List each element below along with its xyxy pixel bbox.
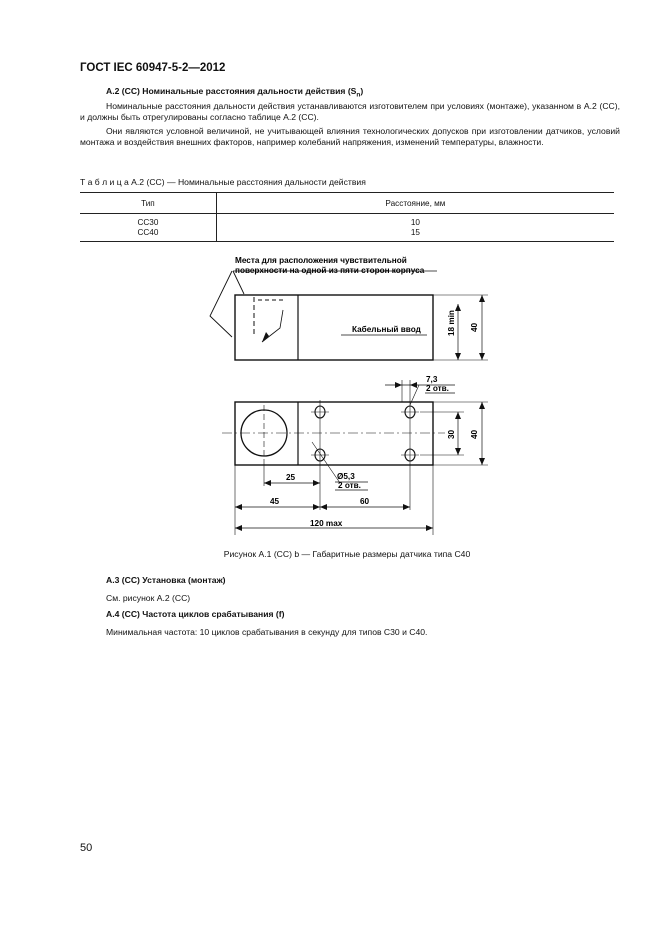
dim-diameter-holes-label: 2 отв. [338,481,361,490]
table-cell-distances: 10 15 [216,214,614,242]
dim-120max-label: 120 max [310,519,343,528]
note-leader-left [210,271,232,337]
table-header-distance: Расстояние, мм [216,193,614,214]
table-header-type: Тип [80,193,216,214]
sensing-note-line1: Места для расположения чувствительной [235,256,407,265]
dim-25-label: 25 [286,473,296,482]
section-a2-paragraph-2: Они являются условной величиной, не учитывающей влияния технологических допусков при изготовлении датчиков, условий монтажа и воздействия внешних факторов, например колебаний напряжения, изменений температуры, влажности. [80,126,620,148]
section-a4-text: Минимальная частота: 10 циклов срабатывания в секунду для типов С30 и С40. [106,627,428,637]
dim-diameter-label: Ø5,3 [337,472,355,481]
dim-holes-label: 2 отв. [426,384,449,393]
dim-60-label: 60 [360,497,370,506]
document-header: ГОСТ IEC 60947-5-2—2012 [80,62,226,74]
table-header-row [80,193,614,214]
section-a2-paragraph-1: Номинальные расстояния дальности действия устанавливаются изготовителем при условиях (монтаже), указанном в А.2 (СС), и должны быть отрегулированы согласно таблице А.2 (СС). [80,101,620,123]
sensing-note-line2: поверхности на одной из пяти сторон корпуса [235,266,425,275]
dim-40-side-label: 40 [470,322,479,332]
section-a2-title-subscript: n [356,91,361,99]
diameter-leader [312,442,340,483]
distance-table [80,192,614,242]
sensor-dimension-drawing [0,250,661,535]
table-row [80,214,614,242]
dim-40-top-label: 40 [470,429,479,439]
cable-entry-label: Кабельный ввод [352,325,421,334]
table-caption: Т а б л и ц а А.2 (СС) — Номинальные расстояния дальности действия [80,177,366,187]
section-a2-title-text: А.2 (СС) Номинальные расстояния дальности действия (S [106,86,357,96]
dim-30-label: 30 [447,429,456,439]
page-number: 50 [80,842,93,854]
section-a4-title: А.4 (СС) Частота циклов срабатывания (f) [106,609,285,619]
figure-caption: Рисунок А.1 (СС) b — Габаритные размеры датчика типа С40 [223,549,471,559]
table-cell-types: СС30 СС40 [80,214,216,242]
section-a2-title-end: ) [360,86,364,96]
section-a3-text: См. рисунок А.2 (СС) [106,593,191,603]
dim-45-label: 45 [270,497,280,506]
section-a2-title [106,86,363,99]
section-a3-title: А.3 (СС) Установка (монтаж) [106,575,226,585]
dim-18min-label: 18 min [447,310,456,336]
dim-7-3-label: 7,3 [426,375,438,384]
